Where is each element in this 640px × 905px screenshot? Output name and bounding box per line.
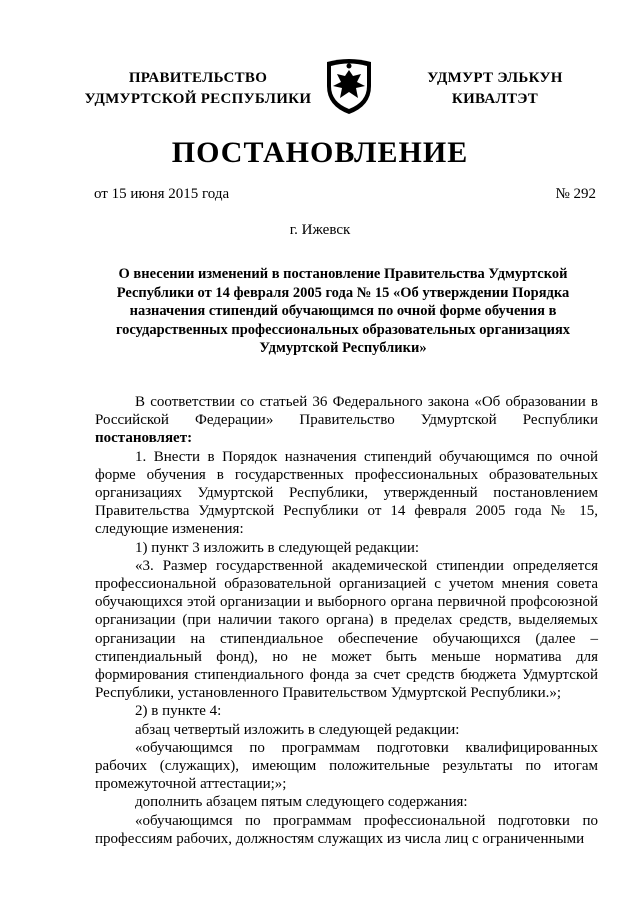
preamble-text: В соответствии со статьей 36 Федерального закона «Об образовании в Российской Федерации» Правительство Удмуртской Республики: [95, 394, 598, 429]
paragraph-preamble: [95, 393, 598, 448]
document-subject: О внесении изменений в постановление Правительства Удмуртской Республики от 14 февраля 2005 года № 15 «Об утверждении Порядка назначения стипендий обучающимся по очной форме обучения в государственных профессиональных образовательных организациях Удмуртской Республики»: [115, 266, 571, 356]
document-date: от 15 июня 2015 года: [94, 186, 230, 202]
header-left-line1: ПРАВИТЕЛЬСТВО: [128, 70, 268, 86]
paragraph-subitem-2: 2) в пункте 4:: [135, 703, 222, 720]
paragraph-item-1: 1. Внести в Порядок назначения стипендий обучающимся по очной форме обучения в государственных профессиональных образовательных организациях Удмуртской Республики, утвержденный постановлением Правительства Удмуртской Республики от 14 февраля 2005 года № 15, следующие изменения:: [95, 448, 598, 538]
document-title: ПОСТАНОВЛЕНИЕ: [171, 136, 469, 169]
document-city: г. Ижевск: [289, 222, 351, 238]
government-name-udmurt: [395, 68, 595, 110]
coat-of-arms-icon: [323, 56, 375, 116]
paragraph-abzac-5-text: «обучающимся по программам профессиональной подготовки по профессиям рабочих, должностям служащих из числа лиц с ограниченными: [95, 812, 598, 847]
paragraph-add-abzac-5: дополнить абзацем пятым следующего содержания:: [135, 794, 468, 811]
document-number: № 292: [555, 186, 596, 202]
paragraph-subitem-1: 1) пункт 3 изложить в следующей редакции:: [135, 539, 420, 556]
paragraph-abzac-4-text: «обучающимся по программам подготовки квалифицированных рабочих (служащих), имеющим положительные результаты по итогам промежуточной аттестации;»;: [95, 739, 598, 793]
header-left-line2: УДМУРТСКОЙ РЕСПУБЛИКИ: [84, 91, 312, 107]
paragraph-abzac-4: абзац четвертый изложить в следующей редакции:: [135, 721, 460, 738]
preamble-resolves: постановляет:: [95, 430, 193, 447]
government-name-russian: [78, 68, 318, 110]
header-right-line2: КИВАЛТЭТ: [451, 91, 539, 107]
document-header: [0, 68, 640, 120]
document-body: [95, 393, 598, 848]
paragraph-point-3: «3. Размер государственной академической стипендии определяется профессиональной образовательной организацией с учетом мнения совета обучающихся этой организации и выборного органа первичной профсоюзной организации (при наличии такого органа) в пределах средств, выделяемых организации на стипендиальное обеспечение обучающихся (далее – стипендиальный фонд), но не может быть меньше норматива для формирования стипендиального фонда за счет средств бюджета Удмуртской Республики, установленного Правительством Удмуртской Республики.»;: [95, 557, 598, 702]
header-right-line1: УДМУРТ ЭЛЬКУН: [427, 70, 563, 86]
